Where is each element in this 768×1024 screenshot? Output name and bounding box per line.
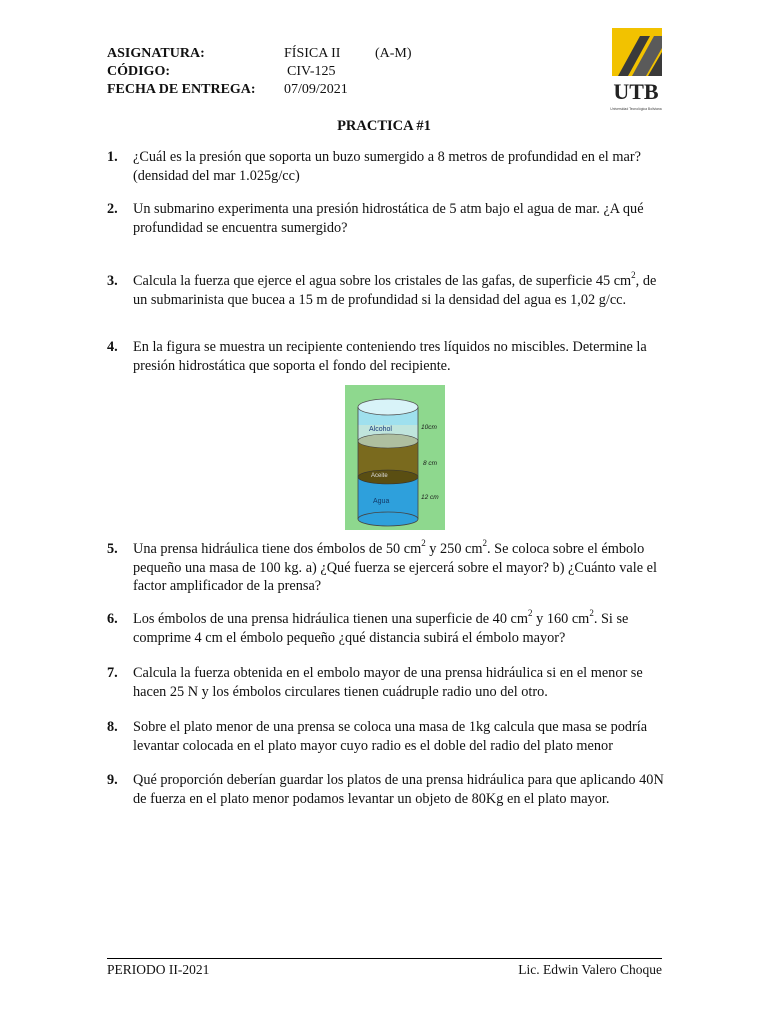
utb-logo bbox=[604, 26, 668, 114]
container-bottom bbox=[358, 512, 418, 526]
question-text: Calcula la fuerza que ejerce el agua sobre los cristales de las gafas, de superficie 45 $cm^2$, de un submarinista que bucea a 15 m de profundidad si la densidad del agua es 1,02 g/cc. bbox=[133, 270, 657, 308]
alcohol-oil-interface bbox=[358, 434, 418, 448]
question-text: Calcula la fuerza obtenida en el embolo mayor de una prensa hidráulica si en el menor se hacen 25 N y los émbolos circulares tienen cuádruple radio uno del otro. bbox=[133, 665, 643, 700]
question-number: 1. bbox=[107, 149, 118, 165]
fecha-value: 07/09/2021 bbox=[284, 82, 348, 97]
alcohol-label: Alcohol bbox=[369, 426, 392, 433]
asignatura-label: ASIGNATURA: bbox=[107, 46, 205, 61]
question-text: Una prensa hidráulica tiene dos émbolos de 50 $cm^2$ y 250 $cm^2$. Se coloca sobre el émbolo pequeño una masa de 100 kg. a) ¿Qué fuerza se ejercerá sobre el mayor? b) ¿Cuánto vale el factor amplificador de la prensa? bbox=[133, 538, 657, 594]
question-9 bbox=[107, 771, 667, 808]
codigo-label: CÓDIGO: bbox=[107, 64, 170, 79]
water-height-label: 12 cm bbox=[421, 494, 439, 501]
question-text: Un submarino experimenta una presión hidrostática de 5 atm bajo el agua de mar. ¿A qué profundidad se encuentra sumergido? bbox=[133, 201, 644, 236]
question-1 bbox=[107, 148, 667, 185]
asignatura-value: FÍSICA II bbox=[284, 46, 341, 61]
question-text: Los émbolos de una prensa hidráulica tienen una superficie de 40 $cm^2$ y 160 $cm^2$. Si se comprime 4 cm el émbolo pequeño ¿qué distancia subirá el émbolo mayor? bbox=[133, 608, 629, 646]
question-6 bbox=[107, 610, 667, 647]
question-number: 3. bbox=[107, 273, 118, 289]
alcohol-height-label: 10cm bbox=[421, 424, 437, 431]
question-number: 4. bbox=[107, 339, 118, 355]
question-text: ¿Cuál es la presión que soporta un buzo sumergido a 8 metros de profundidad en el mar? (densidad del mar 1.025g/cc) bbox=[133, 149, 641, 184]
question-number: 9. bbox=[107, 772, 118, 788]
footer-author: Lic. Edwin Valero Choque bbox=[518, 962, 662, 977]
logo-subtext: Universidad Tecnológica Boliviana bbox=[610, 107, 662, 111]
question-number: 7. bbox=[107, 665, 118, 681]
footer-period: PERIODO II-2021 bbox=[107, 962, 210, 977]
question-number: 8. bbox=[107, 719, 118, 735]
question-4 bbox=[107, 338, 667, 375]
question-8 bbox=[107, 718, 667, 755]
oil-label: Aceite bbox=[371, 473, 388, 479]
question-7 bbox=[107, 664, 667, 701]
asignatura-group: (A-M) bbox=[375, 46, 412, 61]
fecha-label: FECHA DE ENTREGA: bbox=[107, 82, 256, 97]
question-5 bbox=[107, 540, 667, 596]
page-title: PRACTICA #1 bbox=[337, 118, 431, 134]
codigo-value: CIV-125 bbox=[287, 64, 336, 79]
question-3 bbox=[107, 272, 667, 309]
water-label: Agua bbox=[373, 498, 390, 505]
oil-height-label: 8 cm bbox=[423, 460, 438, 467]
question-number: 6. bbox=[107, 611, 118, 627]
question-number: 5. bbox=[107, 541, 118, 557]
question-text: Qué proporción deberían guardar los platos de una prensa hidráulica para que aplicando 40N de fuerza en el plato menor podamos levantar un objeto de 80Kg en el plato mayor. bbox=[133, 772, 664, 807]
footer-divider bbox=[107, 958, 662, 959]
question-text: En la figura se muestra un recipiente conteniendo tres líquidos no miscibles. Determine la presión hidrostática que soporta el fondo del recipiente. bbox=[133, 339, 647, 374]
oil-water-interface bbox=[358, 470, 418, 484]
question-number: 2. bbox=[107, 201, 118, 217]
question-text: Sobre el plato menor de una prensa se coloca una masa de 1kg calcula que masa se podría levantar colocada en el plato mayor cuyo radio es el doble del radio del plato menor bbox=[133, 719, 648, 754]
question-2 bbox=[107, 200, 667, 237]
logo-text: UTB bbox=[613, 79, 659, 104]
liquids-container-figure bbox=[345, 385, 445, 530]
container-top bbox=[358, 399, 418, 415]
